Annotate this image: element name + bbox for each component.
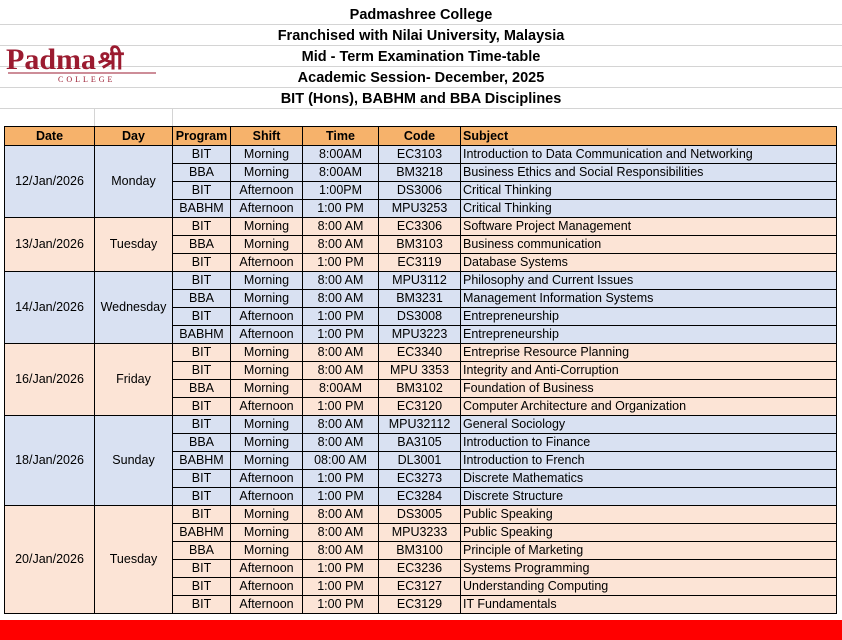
subject-cell: Introduction to Data Communication and Networking <box>461 146 837 164</box>
program-cell: BIT <box>173 146 231 164</box>
program-cell: BIT <box>173 344 231 362</box>
subject-cell: Software Project Management <box>461 218 837 236</box>
column-header-time: Time <box>303 127 379 146</box>
column-header-date: Date <box>5 127 95 146</box>
code-cell: MPU32112 <box>379 416 461 434</box>
shift-cell: Morning <box>231 452 303 470</box>
shift-cell: Morning <box>231 416 303 434</box>
column-header-subject: Subject <box>461 127 837 146</box>
code-cell: DL3001 <box>379 452 461 470</box>
code-cell: BM3100 <box>379 542 461 560</box>
subject-cell: Entrepreneurship <box>461 326 837 344</box>
logo-sub: COLLEGE <box>58 75 116 84</box>
program-cell: BABHM <box>173 326 231 344</box>
code-cell: EC3306 <box>379 218 461 236</box>
exam-day-cell: Wednesday <box>95 272 173 344</box>
shift-cell: Morning <box>231 362 303 380</box>
exam-date-cell: 18/Jan/2026 <box>5 416 95 506</box>
time-cell: 1:00 PM <box>303 308 379 326</box>
franchise-line: Franchised with Nilai University, Malaysia <box>277 28 565 44</box>
code-cell: MPU3223 <box>379 326 461 344</box>
code-cell: EC3103 <box>379 146 461 164</box>
shift-cell: Afternoon <box>231 254 303 272</box>
time-cell: 1:00 PM <box>303 326 379 344</box>
code-cell: EC3119 <box>379 254 461 272</box>
shift-cell: Afternoon <box>231 326 303 344</box>
code-cell: DS3006 <box>379 182 461 200</box>
program-cell: BABHM <box>173 452 231 470</box>
exam-day-cell: Friday <box>95 344 173 416</box>
code-cell: BM3231 <box>379 290 461 308</box>
shift-cell: Morning <box>231 380 303 398</box>
program-cell: BIT <box>173 578 231 596</box>
time-cell: 8:00 AM <box>303 416 379 434</box>
exam-date-cell: 20/Jan/2026 <box>5 506 95 614</box>
subject-cell: Principle of Marketing <box>461 542 837 560</box>
time-cell: 1:00 PM <box>303 488 379 506</box>
code-cell: DS3008 <box>379 308 461 326</box>
table-header-row <box>5 127 837 146</box>
gridline <box>94 108 95 126</box>
code-cell: MPU3253 <box>379 200 461 218</box>
time-cell: 1:00 PM <box>303 254 379 272</box>
subject-cell: Entreprise Resource Planning <box>461 344 837 362</box>
program-cell: BBA <box>173 434 231 452</box>
exam-title: Mid - Term Examination Time-table <box>301 49 541 65</box>
shift-cell: Morning <box>231 218 303 236</box>
program-cell: BIT <box>173 362 231 380</box>
program-cell: BIT <box>173 416 231 434</box>
exam-date-cell: 14/Jan/2026 <box>5 272 95 344</box>
program-cell: BIT <box>173 488 231 506</box>
shift-cell: Afternoon <box>231 182 303 200</box>
subject-cell: Critical Thinking <box>461 182 837 200</box>
time-cell: 8:00 AM <box>303 290 379 308</box>
column-header-program: Program <box>173 127 231 146</box>
time-cell: 1:00PM <box>303 182 379 200</box>
code-cell: BM3102 <box>379 380 461 398</box>
program-cell: BIT <box>173 506 231 524</box>
shift-cell: Morning <box>231 344 303 362</box>
subject-cell: Introduction to Finance <box>461 434 837 452</box>
padmashree-logo <box>6 42 161 84</box>
program-cell: BBA <box>173 290 231 308</box>
timetable-body <box>5 146 837 614</box>
table-row <box>5 416 837 434</box>
code-cell: MPU3233 <box>379 524 461 542</box>
table-row <box>5 218 837 236</box>
table-row <box>5 344 837 362</box>
code-cell: BM3218 <box>379 164 461 182</box>
time-cell: 8:00AM <box>303 380 379 398</box>
timetable <box>4 126 837 614</box>
time-cell: 1:00 PM <box>303 470 379 488</box>
program-cell: BIT <box>173 308 231 326</box>
shift-cell: Morning <box>231 290 303 308</box>
subject-cell: Understanding Computing <box>461 578 837 596</box>
subject-cell: Systems Programming <box>461 560 837 578</box>
subject-cell: Public Speaking <box>461 524 837 542</box>
exam-day-cell: Tuesday <box>95 218 173 272</box>
logo-script: श्री <box>98 46 124 76</box>
table-row <box>5 146 837 164</box>
shift-cell: Morning <box>231 506 303 524</box>
column-header-code: Code <box>379 127 461 146</box>
college-name: Padmashree College <box>349 7 493 23</box>
time-cell: 8:00 AM <box>303 542 379 560</box>
exam-day-cell: Tuesday <box>95 506 173 614</box>
exam-date-cell: 16/Jan/2026 <box>5 344 95 416</box>
time-cell: 08:00 AM <box>303 452 379 470</box>
academic-session: Academic Session- December, 2025 <box>297 70 545 86</box>
shift-cell: Afternoon <box>231 470 303 488</box>
program-cell: BIT <box>173 470 231 488</box>
time-cell: 8:00 AM <box>303 362 379 380</box>
exam-day-cell: Sunday <box>95 416 173 506</box>
exam-date-cell: 13/Jan/2026 <box>5 218 95 272</box>
shift-cell: Afternoon <box>231 578 303 596</box>
subject-cell: Critical Thinking <box>461 200 837 218</box>
time-cell: 1:00 PM <box>303 560 379 578</box>
time-cell: 1:00 PM <box>303 578 379 596</box>
time-cell: 8:00 AM <box>303 434 379 452</box>
program-cell: BIT <box>173 272 231 290</box>
subject-cell: Database Systems <box>461 254 837 272</box>
code-cell: EC3120 <box>379 398 461 416</box>
code-cell: EC3236 <box>379 560 461 578</box>
exam-date-cell: 12/Jan/2026 <box>5 146 95 218</box>
shift-cell: Afternoon <box>231 596 303 614</box>
time-cell: 8:00 AM <box>303 218 379 236</box>
subject-cell: Discrete Structure <box>461 488 837 506</box>
time-cell: 8:00 AM <box>303 506 379 524</box>
subject-cell: IT Fundamentals <box>461 596 837 614</box>
code-cell: EC3340 <box>379 344 461 362</box>
code-cell: MPU3112 <box>379 272 461 290</box>
logo-word: Padma <box>6 43 96 76</box>
shift-cell: Morning <box>231 434 303 452</box>
program-cell: BBA <box>173 542 231 560</box>
program-cell: BIT <box>173 398 231 416</box>
subject-cell: Public Speaking <box>461 506 837 524</box>
code-cell: EC3273 <box>379 470 461 488</box>
shift-cell: Afternoon <box>231 398 303 416</box>
subject-cell: General Sociology <box>461 416 837 434</box>
program-cell: BBA <box>173 164 231 182</box>
column-header-day: Day <box>95 127 173 146</box>
subject-cell: Philosophy and Current Issues <box>461 272 837 290</box>
subject-cell: Foundation of Business <box>461 380 837 398</box>
subject-cell: Integrity and Anti-Corruption <box>461 362 837 380</box>
subject-cell: Computer Architecture and Organization <box>461 398 837 416</box>
program-cell: BIT <box>173 218 231 236</box>
exam-day-cell: Monday <box>95 146 173 218</box>
program-cell: BABHM <box>173 200 231 218</box>
gridline <box>172 108 173 126</box>
program-cell: BIT <box>173 560 231 578</box>
time-cell: 1:00 PM <box>303 200 379 218</box>
shift-cell: Morning <box>231 146 303 164</box>
shift-cell: Afternoon <box>231 488 303 506</box>
program-cell: BIT <box>173 596 231 614</box>
shift-cell: Morning <box>231 164 303 182</box>
table-row <box>5 272 837 290</box>
subject-cell: Business communication <box>461 236 837 254</box>
shift-cell: Morning <box>231 272 303 290</box>
subject-cell: Management Information Systems <box>461 290 837 308</box>
program-cell: BIT <box>173 182 231 200</box>
time-cell: 8:00 AM <box>303 344 379 362</box>
subject-cell: Introduction to French <box>461 452 837 470</box>
subject-cell: Discrete Mathematics <box>461 470 837 488</box>
footer-red-bar <box>0 620 842 640</box>
program-cell: BBA <box>173 236 231 254</box>
disciplines-line: BIT (Hons), BABHM and BBA Disciplines <box>280 91 562 107</box>
shift-cell: Afternoon <box>231 560 303 578</box>
time-cell: 8:00 AM <box>303 524 379 542</box>
time-cell: 8:00 AM <box>303 272 379 290</box>
time-cell: 1:00 PM <box>303 596 379 614</box>
shift-cell: Afternoon <box>231 200 303 218</box>
shift-cell: Afternoon <box>231 308 303 326</box>
subject-cell: Entrepreneurship <box>461 308 837 326</box>
code-cell: BM3103 <box>379 236 461 254</box>
time-cell: 1:00 PM <box>303 398 379 416</box>
table-row <box>5 506 837 524</box>
time-cell: 8:00AM <box>303 164 379 182</box>
code-cell: MPU 3353 <box>379 362 461 380</box>
time-cell: 8:00 AM <box>303 236 379 254</box>
code-cell: BA3105 <box>379 434 461 452</box>
shift-cell: Morning <box>231 524 303 542</box>
time-cell: 8:00AM <box>303 146 379 164</box>
code-cell: EC3129 <box>379 596 461 614</box>
program-cell: BIT <box>173 254 231 272</box>
code-cell: EC3127 <box>379 578 461 596</box>
column-header-shift: Shift <box>231 127 303 146</box>
code-cell: DS3005 <box>379 506 461 524</box>
subject-cell: Business Ethics and Social Responsibilities <box>461 164 837 182</box>
program-cell: BABHM <box>173 524 231 542</box>
program-cell: BBA <box>173 380 231 398</box>
shift-cell: Morning <box>231 236 303 254</box>
code-cell: EC3284 <box>379 488 461 506</box>
shift-cell: Morning <box>231 542 303 560</box>
